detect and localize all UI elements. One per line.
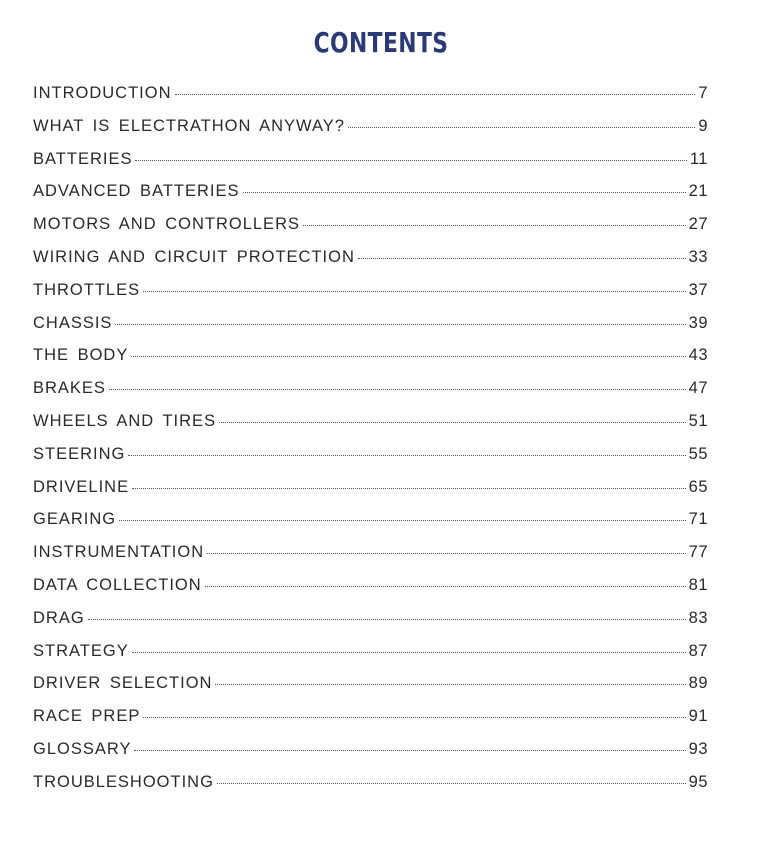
toc-entry-label: DRAG [33,608,85,627]
toc-entry-label: BATTERIES [33,149,133,168]
toc-entry[interactable] [33,576,708,609]
toc-entry-page-number: 87 [688,641,708,660]
dot-leader [132,488,686,489]
toc-entry[interactable] [33,773,708,806]
toc-entry-page-number: 93 [688,739,708,758]
toc-entry-page-number: 21 [688,182,708,201]
toc-entry-page-number: 43 [688,346,708,365]
dot-leader [128,455,685,456]
toc-entry[interactable] [33,740,708,773]
toc-entry-label: THE BODY [33,346,129,365]
dot-leader [115,324,685,325]
toc-entry[interactable] [33,510,708,543]
dot-leader [303,225,686,226]
dot-leader [143,717,685,718]
toc-entry-label: BRAKES [33,379,106,398]
toc-entry-label: WHEELS AND TIRES [33,411,217,430]
dot-leader [132,652,686,653]
toc-entry-page-number: 47 [688,379,708,398]
table-of-contents [33,84,708,806]
toc-entry[interactable] [33,707,708,740]
toc-entry-page-number: 65 [688,477,708,496]
dot-leader [109,389,686,390]
toc-entry-label: STEERING [33,444,126,463]
dot-leader [134,750,685,751]
dot-leader [215,684,685,685]
toc-entry[interactable] [33,84,708,117]
dot-leader [205,586,686,587]
dot-leader [143,291,686,292]
dot-leader [207,553,686,554]
toc-entry[interactable] [33,117,708,150]
toc-entry-label: WHAT IS ELECTRATHON ANYWAY? [33,116,345,135]
toc-entry[interactable] [33,445,708,478]
toc-entry-page-number: 55 [688,444,708,463]
toc-entry-page-number: 7 [698,84,708,102]
toc-entry[interactable] [33,674,708,707]
dot-leader [217,783,686,784]
page-title: CONTENTS [313,26,449,59]
toc-entry-page-number: 27 [688,215,708,234]
toc-entry-label: MOTORS AND CONTROLLERS [33,215,300,234]
toc-entry[interactable] [33,379,708,412]
toc-entry-page-number: 9 [698,116,708,135]
toc-entry-page-number: 37 [688,280,708,299]
dot-leader [243,192,686,193]
toc-entry-page-number: 83 [688,608,708,627]
toc-entry-label: GEARING [33,510,117,529]
toc-entry-page-number: 95 [688,772,708,791]
dot-leader [131,356,685,357]
dot-leader [358,258,686,259]
toc-entry-label: ADVANCED BATTERIES [33,182,240,201]
toc-entry-page-number: 51 [688,411,708,430]
toc-entry-label: INSTRUMENTATION [33,543,205,562]
toc-entry[interactable] [33,248,708,281]
toc-entry[interactable] [33,642,708,675]
toc-entry[interactable] [33,412,708,445]
toc-entry-label: DRIVELINE [33,477,130,496]
dot-leader [348,127,695,128]
dot-leader [219,422,686,423]
toc-entry[interactable] [33,281,708,314]
toc-entry[interactable] [33,478,708,511]
dot-leader [88,619,686,620]
toc-entry-label: DRIVER SELECTION [33,674,213,693]
toc-entry-page-number: 77 [688,543,708,562]
toc-entry[interactable] [33,314,708,347]
toc-entry[interactable] [33,346,708,379]
toc-entry-label: THROTTLES [33,280,141,299]
toc-entry-page-number: 89 [688,674,708,693]
toc-entry-label: TROUBLESHOOTING [33,772,214,791]
toc-entry[interactable] [33,215,708,248]
dot-leader [135,160,686,161]
toc-entry-label: RACE PREP [33,707,141,726]
toc-entry-page-number: 39 [688,313,708,332]
toc-entry-page-number: 91 [688,707,708,726]
dot-leader [119,520,686,521]
toc-entry-page-number: 11 [689,149,708,168]
toc-entry-label: DATA COLLECTION [33,575,202,594]
toc-entry-page-number: 33 [688,247,708,266]
toc-entry-label: INTRODUCTION [33,84,172,102]
dot-leader [175,94,696,95]
toc-entry[interactable] [33,609,708,642]
toc-entry[interactable] [33,543,708,576]
toc-entry-label: GLOSSARY [33,739,132,758]
toc-entry-label: WIRING AND CIRCUIT PROTECTION [33,247,355,266]
toc-entry-page-number: 71 [688,510,708,529]
toc-entry-label: STRATEGY [33,641,129,660]
toc-entry-page-number: 81 [688,575,708,594]
toc-entry[interactable] [33,150,708,183]
toc-entry-label: CHASSIS [33,313,113,332]
toc-entry[interactable] [33,182,708,215]
